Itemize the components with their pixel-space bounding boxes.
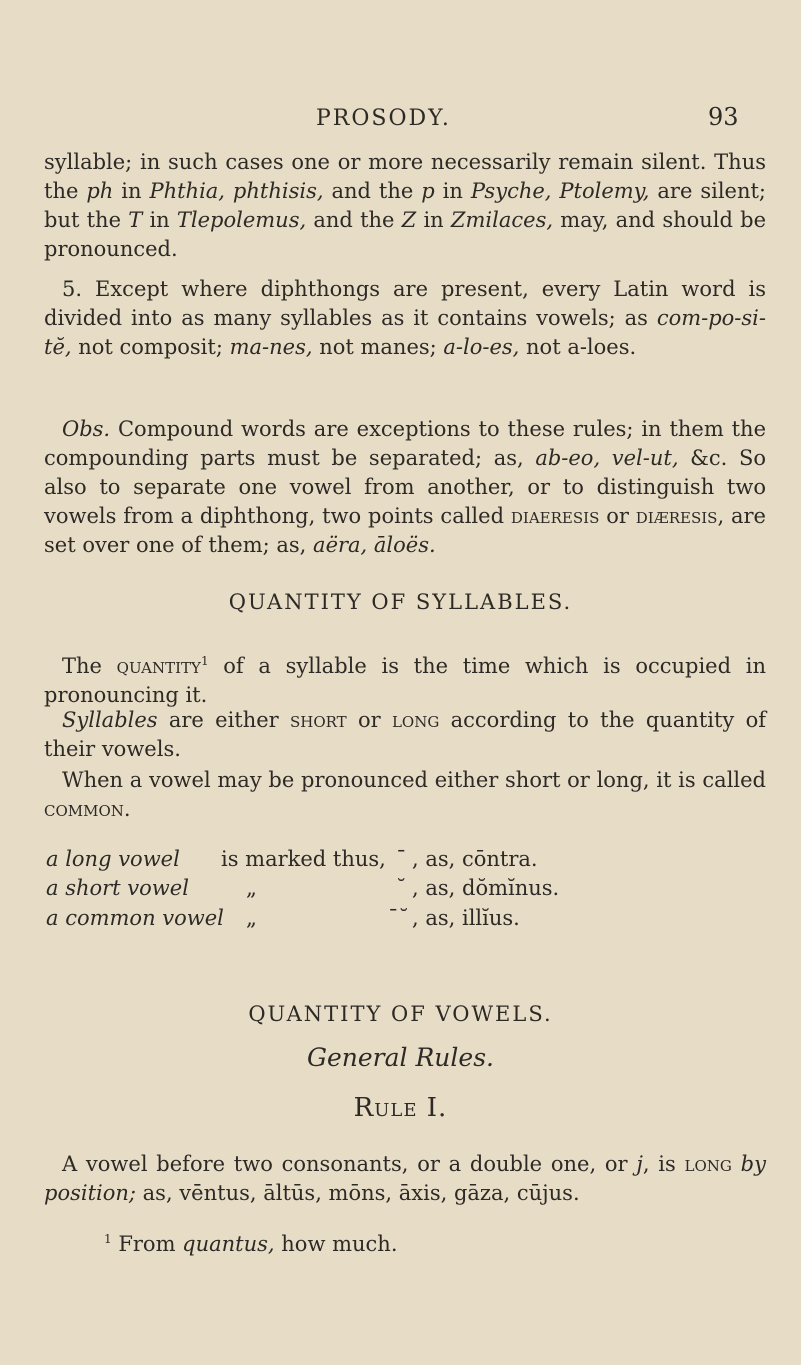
paragraph-quantity-definition: The quantity$^1$ of a syllable is the time which is occupied in pronouncing it. bbox=[44, 654, 766, 707]
book-page: PROSODY. 93 syllable; in such cases one or more necessarily remain silent. Thus the ph in Phthia, phthisis, and the p in Psyche, Ptolemy, are silent; but the T in Tlepolemus, and the Z in Zmilaces, may, and should be pronounced. 5. Except where diphthongs are present, every Latin word is divided into as many syllables as it contains vowels; as com-po-si-tĕ, not composit; ma-nes, not manes; a-lo-es, not a-loes. Obs. Compound words are exceptions to these rules; in them the compounding parts must be separated; as, ab-eo, vel-ut, &c. So also to separate one vowel from another, or to distinguish two vowels from a diphthong, two points called diaeresis or diæresis, are set over one of them; as, aëra, āloës. QUANTITY OF SYLLABLES. The quantity$^1$ of a syllable is the time which is occupied in pronouncing it. Syllables are either short or long according to the quantity of their vowels. When a vowel may be pronounced either short or long, it is called common. a long vowel is marked thus, ¯ , as, cōntra. a short vowel „ ˘ , as, dŏmĭnus. a common vowel „ ¯˘ , as, illĭus. QUANTITY OF VOWELS. General Rules. Rule I. A vowel before two consonants, or a double one, or j, is long by position; as, vēntus, āltūs, mōns, āxis, gāza, cūjus. $^1$ From quantus, how much. bbox=[0, 0, 801, 1365]
paragraph-rule-1: A vowel before two consonants, or a double one, or j, is long by position; as, vēntus, āltūs, mōns, āxis, gāza, cūjus. bbox=[44, 1152, 766, 1205]
paragraph-silent-letters: syllable; in such cases one or more necessarily remain silent. Thus the ph in Phthia, phthisis, and the p in Psyche, Ptolemy, are silent; but the T in Tlepolemus, and the Z in Zmilaces, may, and should be pronounced. bbox=[44, 150, 767, 261]
subheading-general-rules: General Rules. bbox=[307, 1043, 494, 1072]
page-number: 93 bbox=[708, 103, 739, 131]
paragraph-rule-5: 5. Except where diphthongs are present, every Latin word is divided into as many syllables as it contains vowels; as com-po-si-tĕ, not composit; ma-nes, not manes; a-lo-es, not a-loes. bbox=[44, 277, 766, 359]
footnote: $^1$ From quantus, how much. bbox=[104, 1232, 398, 1256]
paragraph-short-long: Syllables are either short or long according to the quantity of their vowels. bbox=[44, 708, 766, 761]
running-head-title: PROSODY. bbox=[316, 106, 451, 131]
heading-quantity-of-syllables: QUANTITY OF SYLLABLES. bbox=[228, 590, 573, 614]
paragraph-common: When a vowel may be pronounced either short or long, it is called common. bbox=[44, 768, 766, 821]
paragraph-obs: Obs. Compound words are exceptions to these rules; in them the compounding parts must be separated; as, ab-eo, vel-ut, &c. So also to separate one vowel from another, or to distinguish two vowels from a diphthong, two points called diaeresis or diæresis, are set over one of them; as, aëra, āloës. bbox=[44, 417, 766, 557]
heading-quantity-of-vowels: QUANTITY OF VOWELS. bbox=[248, 1002, 553, 1026]
rule-heading: Rule I. bbox=[353, 1093, 448, 1123]
